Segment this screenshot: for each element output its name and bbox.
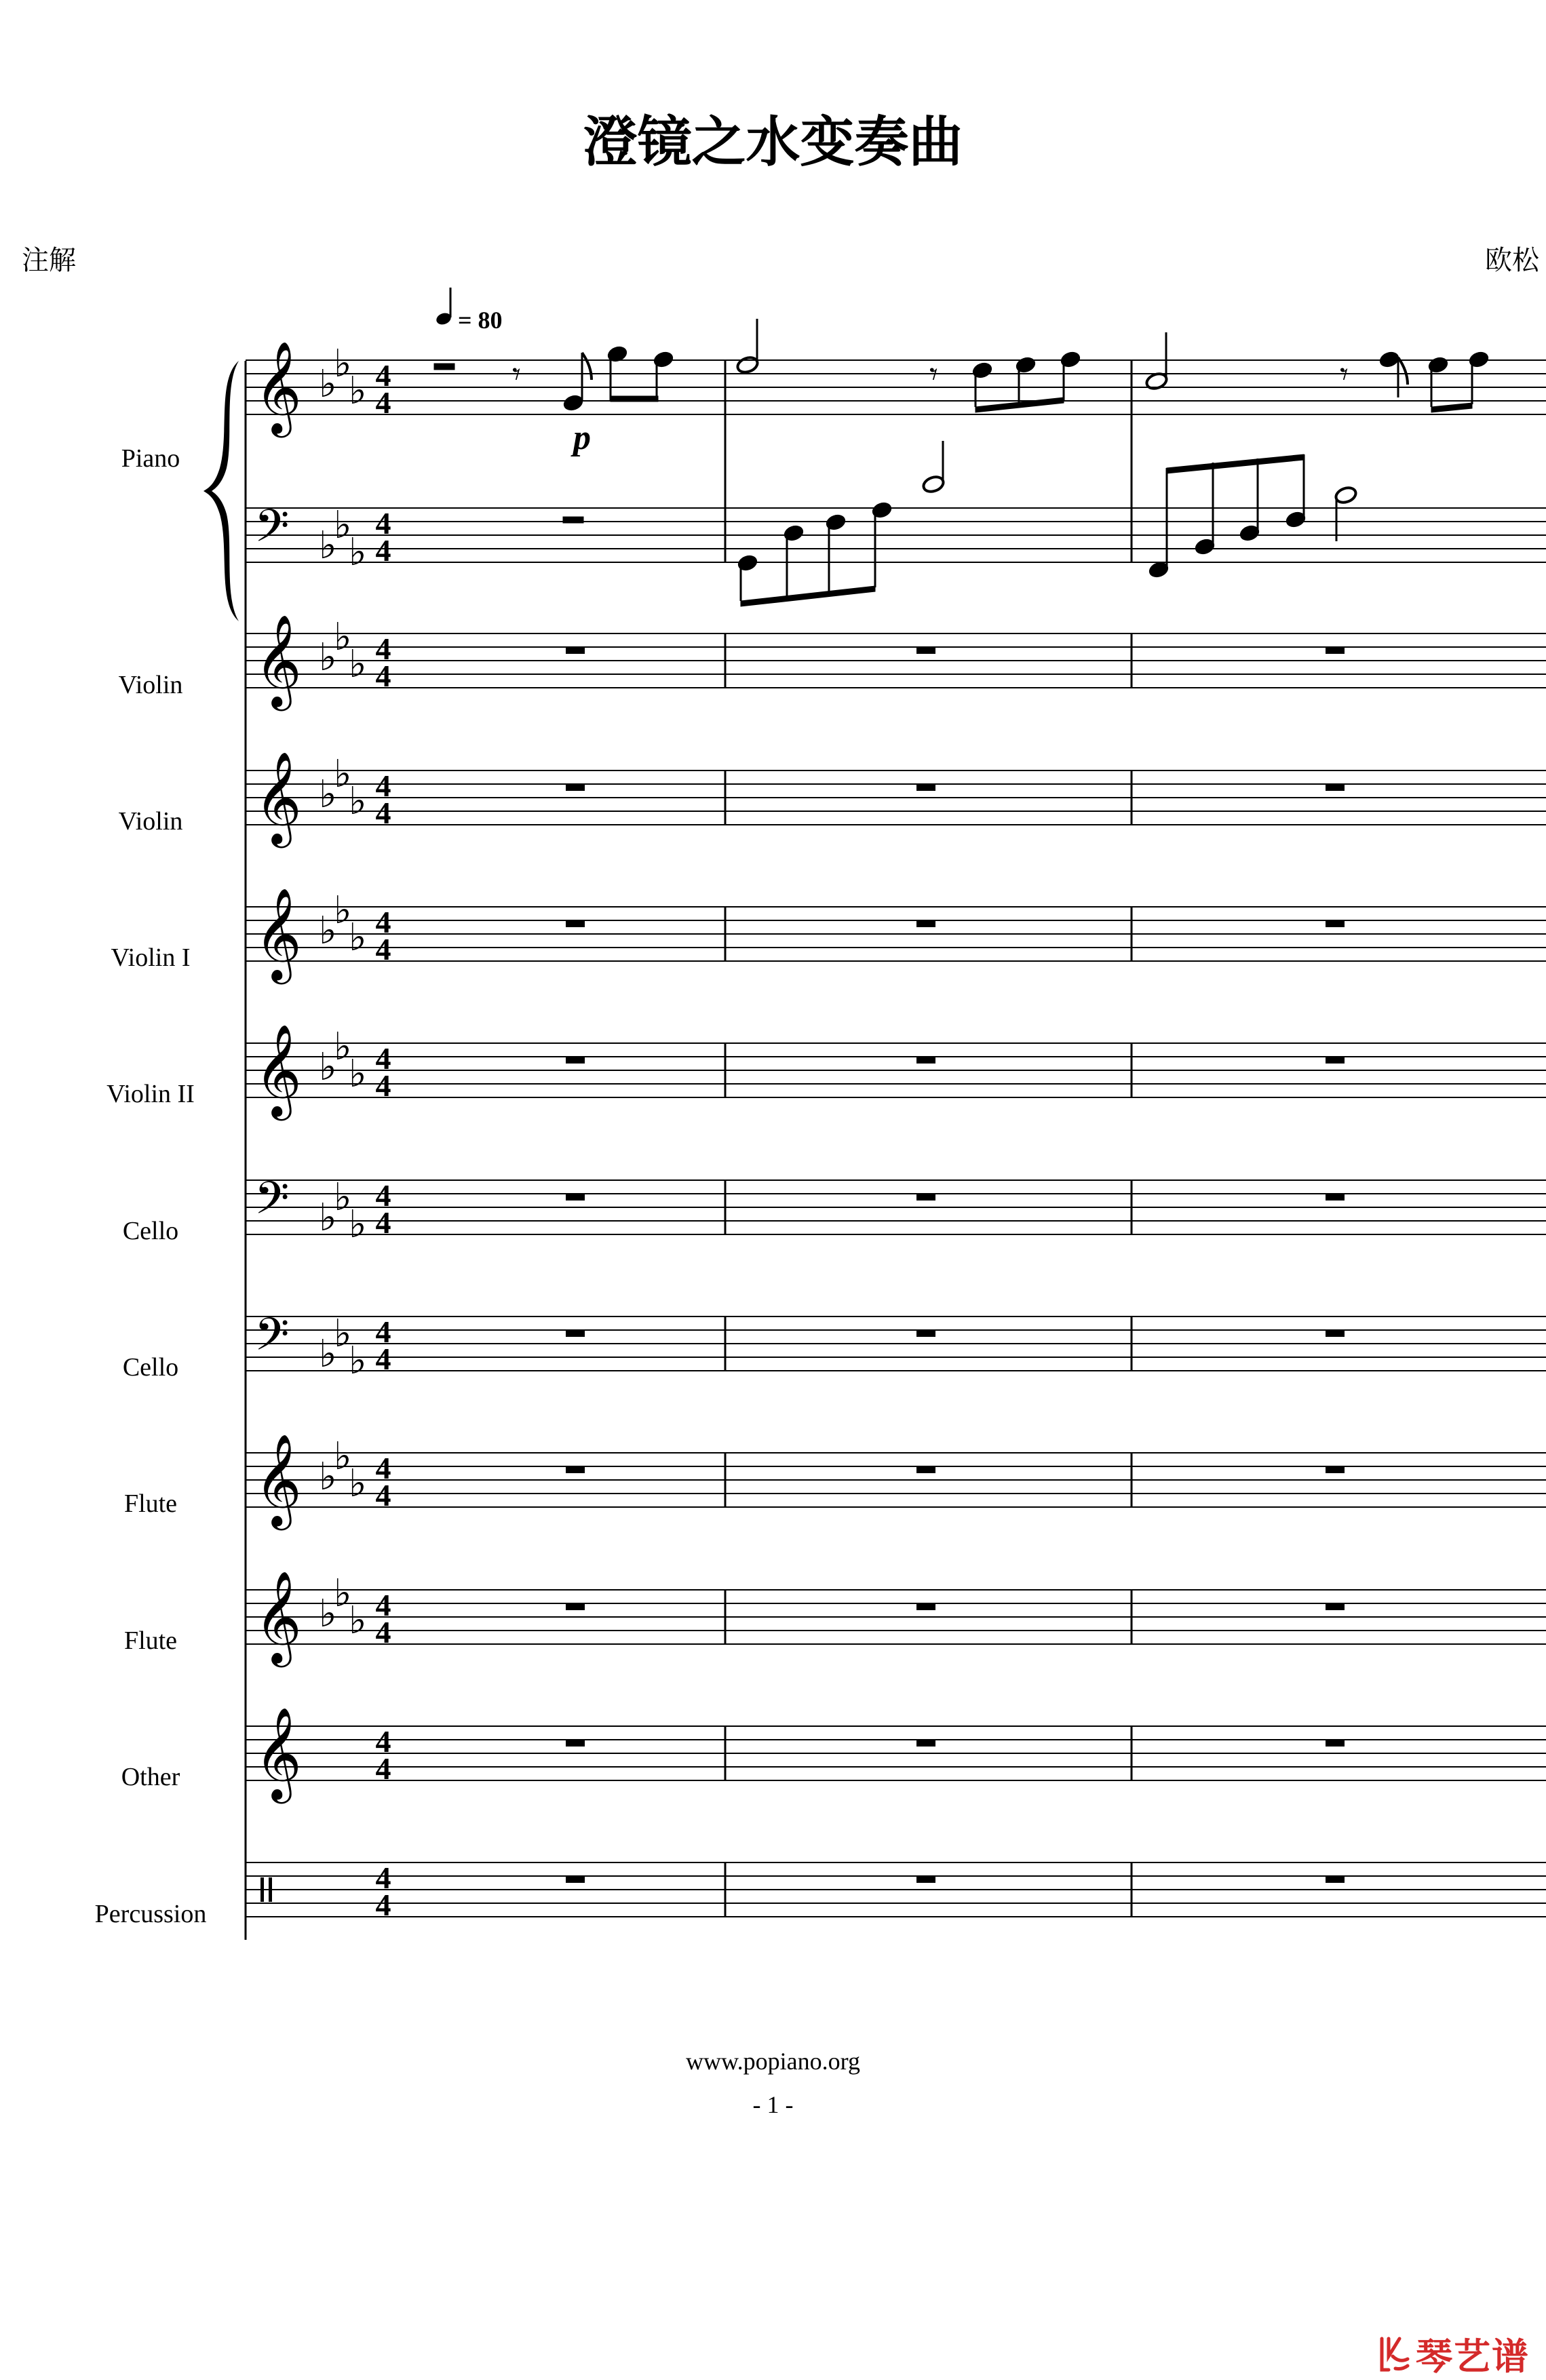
staff-11 (95, 1860, 1546, 1928)
key-flat: ♭ (349, 530, 366, 574)
whole-rest (916, 1330, 935, 1337)
time-sig-top: 4 (376, 1451, 391, 1485)
time-sig-top: 4 (376, 506, 391, 541)
staff-8 (124, 1432, 1546, 1530)
time-sig-top: 4 (376, 1314, 391, 1349)
time-sig-top: 4 (376, 1860, 391, 1895)
dynamic-marking: p (571, 418, 591, 457)
svg-text:𝄾: 𝄾 (929, 355, 938, 393)
whole-rest (566, 1603, 585, 1610)
time-sig-top: 4 (376, 631, 391, 666)
percussion-clef (260, 1877, 264, 1902)
key-flat: ♭ (334, 615, 351, 659)
bass-clef: 𝄢 (254, 1172, 289, 1235)
key-flat: ♭ (334, 342, 351, 386)
key-flat: ♭ (349, 916, 366, 960)
time-sig-top: 4 (376, 1178, 391, 1213)
key-flat: ♭ (319, 1196, 336, 1240)
piano-brace (204, 361, 239, 621)
time-sig-bottom: 4 (376, 1342, 391, 1376)
whole-rest (916, 1603, 935, 1610)
staff-4 (111, 886, 1546, 984)
page-number: - 1 - (0, 2090, 1546, 2119)
svg-text:= 80: = 80 (458, 307, 503, 334)
time-sig-bottom: 4 (376, 1888, 391, 1922)
whole-rest (916, 647, 935, 654)
instrument-name: Percussion (95, 1900, 207, 1928)
staff-2 (119, 613, 1546, 711)
time-sig-bottom: 4 (376, 1068, 391, 1103)
whole-rest (916, 1466, 935, 1473)
key-flat: ♭ (319, 1455, 336, 1499)
svg-text:𝄾: 𝄾 (1340, 355, 1349, 393)
eighth-rest: 𝄾 (512, 355, 521, 393)
time-sig-top: 4 (376, 768, 391, 803)
half-note-e5 (735, 355, 759, 374)
whole-rest (566, 784, 585, 791)
treble-clef: 𝄞 (254, 886, 302, 984)
note-f5 (652, 350, 674, 369)
whole-rest (1326, 1876, 1345, 1883)
staff-9 (124, 1569, 1546, 1667)
key-flat: ♭ (319, 1592, 336, 1636)
time-sig-bottom: 4 (376, 659, 391, 693)
instrument-name: Flute (124, 1626, 177, 1655)
time-sig-bottom: 4 (376, 533, 391, 568)
key-flat: ♭ (349, 779, 366, 823)
time-sig-top: 4 (376, 358, 391, 393)
time-sig-top: 4 (376, 905, 391, 939)
footer-url: www.popiano.org (0, 2047, 1546, 2075)
key-flat: ♭ (319, 1332, 336, 1376)
whole-rest (916, 1876, 935, 1883)
key-flat: ♭ (319, 1045, 336, 1089)
whole-rest (916, 920, 935, 927)
key-flat: ♭ (334, 503, 351, 547)
whole-rest (1326, 1740, 1345, 1747)
piano-notes (434, 319, 1490, 606)
instrument-name: Violin (119, 807, 183, 836)
treble-clef: 𝄞 (254, 750, 302, 848)
key-flat: ♭ (334, 1025, 351, 1069)
instrument-name: Cello (123, 1353, 178, 1382)
key-flat: ♭ (349, 1339, 366, 1383)
time-sig-top: 4 (376, 1588, 391, 1622)
instrument-name: Violin II (107, 1080, 195, 1108)
instrument-name: Cello (123, 1217, 178, 1245)
staff-6 (123, 1172, 1546, 1247)
whole-rest (566, 1194, 585, 1201)
key-flat: ♭ (319, 524, 336, 568)
key-flat: ♭ (319, 909, 336, 953)
time-sig-bottom: 4 (376, 1205, 391, 1240)
treble-clef: 𝄞 (254, 1569, 302, 1667)
time-sig-bottom: 4 (376, 932, 391, 967)
whole-rest (1326, 647, 1345, 654)
time-sig-bottom: 4 (376, 1478, 391, 1513)
treble-clef: 𝄞 (254, 613, 302, 711)
key-flat: ♭ (349, 1052, 366, 1096)
key-flat: ♭ (334, 1175, 351, 1220)
key-flat: ♭ (349, 1599, 366, 1643)
key-flat: ♭ (334, 752, 351, 796)
score-title: 澄镜之水变奏曲 (0, 98, 1546, 176)
staff-1 (121, 340, 1546, 574)
whole-rest (916, 1740, 935, 1747)
half-rest (434, 364, 455, 370)
key-flat: ♭ (349, 1203, 366, 1247)
whole-rest (566, 920, 585, 927)
instrument-name: Violin I (111, 943, 191, 972)
key-flat: ♭ (349, 1462, 366, 1506)
whole-rest (916, 1194, 935, 1201)
whole-rest (566, 1057, 585, 1064)
whole-rest (1326, 1330, 1345, 1337)
instrument-name: Violin (119, 671, 183, 699)
key-flat: ♭ (334, 1312, 351, 1356)
annotation-label: 注解 (22, 239, 76, 277)
tempo-value: 80 (478, 307, 503, 334)
whole-rest (1326, 1603, 1345, 1610)
key-flat: ♭ (349, 369, 366, 413)
whole-rest (566, 1876, 585, 1883)
brand-text: 琴艺谱 (1416, 2328, 1530, 2380)
staff-10 (121, 1706, 1546, 1803)
whole-rest (1326, 920, 1345, 927)
key-flat: ♭ (319, 636, 336, 680)
composer-name: 欧松 (1485, 239, 1539, 277)
staff-7 (123, 1308, 1546, 1383)
time-sig-bottom: 4 (376, 385, 391, 420)
whole-rest (566, 1740, 585, 1747)
whole-rest (1326, 784, 1345, 791)
time-sig-bottom: 4 (376, 1751, 391, 1786)
treble-clef: 𝄞 (254, 1706, 302, 1803)
key-flat: ♭ (334, 889, 351, 933)
time-sig-top: 4 (376, 1041, 391, 1076)
instrument-name: Other (121, 1763, 180, 1791)
whole-rest (1326, 1194, 1345, 1201)
time-sig-bottom: 4 (376, 1615, 391, 1650)
instrument-name: Piano (121, 444, 180, 473)
whole-rest (916, 784, 935, 791)
whole-rest (566, 1466, 585, 1473)
staff-3 (119, 750, 1546, 848)
bass-clef: 𝄢 (254, 1308, 289, 1371)
staff-5 (107, 1023, 1546, 1120)
whole-rest (566, 647, 585, 654)
whole-rest (916, 1057, 935, 1064)
key-flat: ♭ (319, 362, 336, 406)
key-flat: ♭ (349, 642, 366, 686)
brand-logo (1379, 2328, 1530, 2380)
treble-clef: 𝄞 (254, 340, 302, 437)
key-flat: ♭ (319, 773, 336, 817)
time-sig-top: 4 (376, 1724, 391, 1759)
treble-clef: 𝄞 (254, 1023, 302, 1120)
key-flat: ♭ (334, 1435, 351, 1479)
tempo-marking (435, 288, 503, 334)
bass-clef: 𝄢 (254, 500, 289, 563)
whole-rest (1326, 1466, 1345, 1473)
key-flat: ♭ (334, 1572, 351, 1616)
brand-mark-icon (1379, 2336, 1410, 2373)
whole-rest (1326, 1057, 1345, 1064)
whole-rest (566, 1330, 585, 1337)
time-sig-bottom: 4 (376, 796, 391, 830)
instrument-name: Flute (124, 1489, 177, 1518)
treble-clef: 𝄞 (254, 1432, 302, 1530)
